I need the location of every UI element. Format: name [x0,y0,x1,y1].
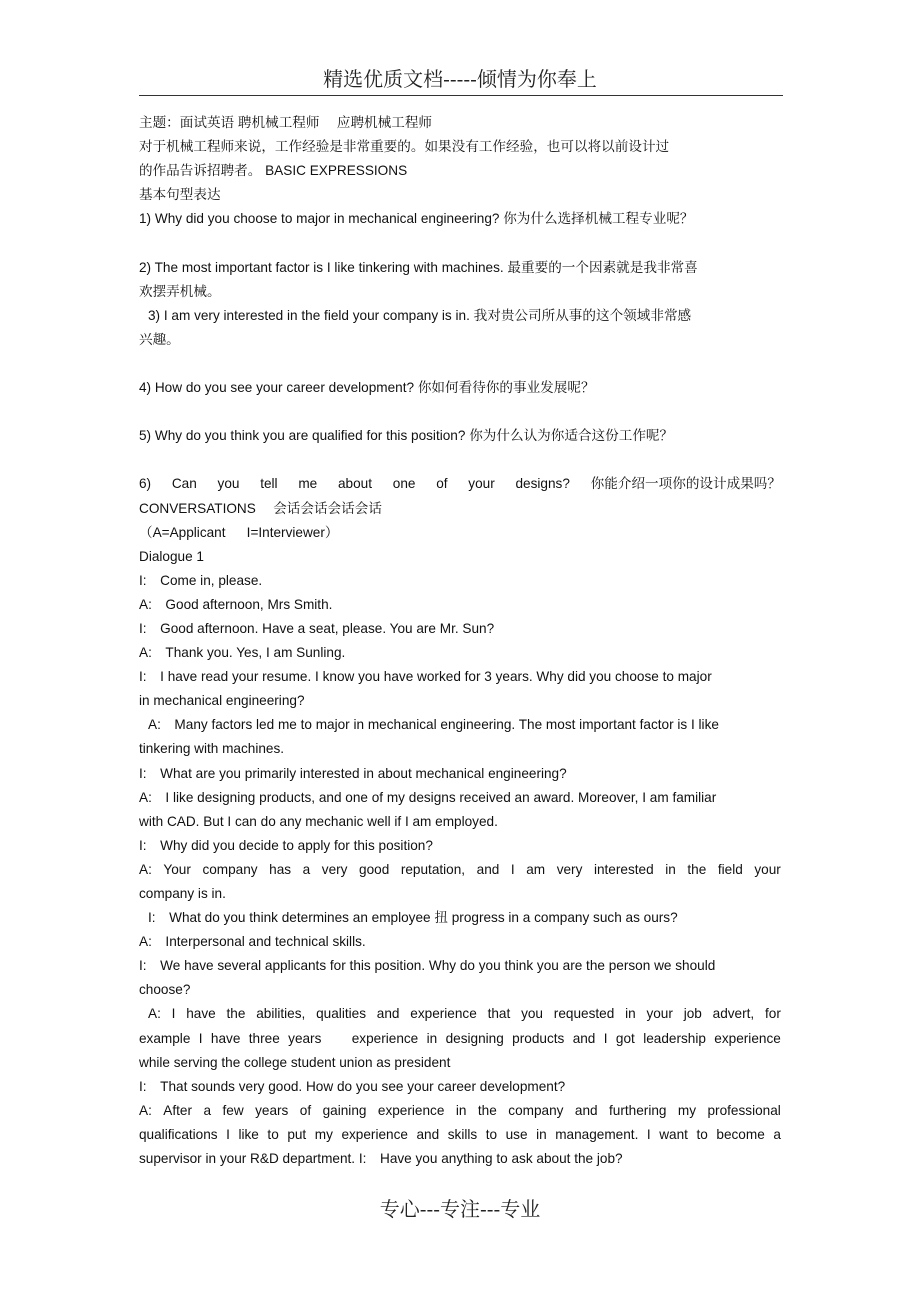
word: like [238,1126,259,1142]
dialogue-line [139,1027,781,1051]
dialogue-line: while serving the college student union as president [139,1054,451,1070]
expression-5: 5) Why do you think you are qualified for this position? 你为什么认为你适合这份工作呢？ [139,428,674,444]
word: years [288,1030,322,1046]
expression-2-line-1: 2) The most important factor is I like tinkering with machines. 最重要的一个因素就是我非常喜 [139,259,698,275]
word: in [625,1006,636,1022]
word: leadership [643,1030,706,1046]
word: you [521,1006,543,1022]
word: experience [341,1126,408,1142]
dialogue-line: I: That sounds very good. How do you see your career development? [139,1078,566,1094]
dialogue-line: I: Good afternoon. Have a seat, please. You are Mr. Sun? [139,620,495,636]
word: the [687,861,707,877]
dialogue-title: Dialogue 1 [139,548,204,564]
dialogue-line: I: Come in, please. [139,572,263,588]
word: you [217,476,240,492]
word: a [203,1102,212,1118]
topic-line: 主题：面试英语 聘机械工程师 应聘机械工程师 [139,115,433,130]
word: abilities, [256,1006,306,1022]
word: professional [707,1102,781,1118]
dialogue-line: I: I have read your resume. I know you have worked for 3 years. Why did you choose to major [139,669,712,685]
word: my [314,1126,333,1142]
word: and [574,1102,598,1118]
word: about [337,476,373,492]
dialogue-line: A: Good afternoon, Mrs Smith. [139,596,333,612]
word: skills [447,1126,478,1142]
dialogue-line: A: Thank you. Yes, I am Sunling. [139,645,346,661]
spacer [139,448,781,472]
word: I [603,1030,608,1046]
word: interested [593,861,654,877]
word: in [536,1126,547,1142]
word: your [754,861,781,877]
word: qualities [316,1006,366,1022]
word: designing [445,1030,504,1046]
dialogue-line: with CAD. But I can do any mechanic well if I am employed. [139,813,498,829]
word: to [485,1126,498,1142]
word: I [226,1126,230,1142]
page-header: 精选优质文档-----倾情为你奉上 [323,67,597,91]
word: 6) [139,476,152,492]
word: me [298,476,318,492]
dialogue-line: A: Interpersonal and technical skills. [139,934,366,950]
word: designs? [515,476,570,492]
word: experience [351,1030,419,1046]
word: advert, [712,1006,755,1022]
dialogue-line: supervisor in your R&D department. I: Have you anything to ask about the job? [139,1151,623,1167]
word: the [226,1006,246,1022]
word: use [505,1126,528,1142]
word: got [615,1030,635,1046]
word: of [299,1102,312,1118]
dialogue-line [139,858,781,882]
spacer [139,231,781,255]
expression-1: 1) Why did you choose to major in mechanical engineering? 你为什么选择机械工程专业呢？ [139,211,694,227]
word: Can [171,476,197,492]
word: A: [139,1102,152,1118]
word: products [512,1030,565,1046]
dialogue-line: choose? [139,982,191,998]
dialogue-line: A: Many factors led me to major in mechanical engineering. The most important factor is I like [148,717,719,733]
word: Your [163,861,191,877]
dialogue-line [139,1123,781,1147]
word: become [716,1126,765,1142]
dialogue-line: A: I like designing products, and one of my designs received an award. Moreover, I am familiar [139,789,717,805]
word: for [765,1006,781,1022]
word: have [210,1030,241,1046]
word: I [198,1030,203,1046]
word [330,1027,344,1051]
expression-3-line-1: 3) I am very interested in the field your company is in. 我对贵公司所从事的这个领域非常感 [148,307,692,323]
word: to [267,1126,279,1142]
word: in [455,1102,467,1118]
page-footer: 专心---专注---专业 [379,1197,541,1221]
header-divider [139,95,783,96]
expression-2-line-2: 欢摆弄机械。 [139,283,221,299]
word: experience [410,1006,477,1022]
document-body [139,111,781,1171]
word: example [139,1030,191,1046]
word: company [508,1102,564,1118]
word: experience [714,1030,781,1046]
intro-line-2: 的作品告诉招聘者。 BASIC EXPRESSIONS [139,163,408,179]
word: and [376,1006,400,1022]
dialogue-line: in mechanical engineering? [139,693,305,709]
dialogue-line: company is in. [139,886,226,901]
word: in [426,1030,438,1046]
word: a [302,861,311,877]
word: want [659,1126,688,1142]
word: few [222,1102,244,1118]
dialogue-line [139,1002,781,1026]
expression-6 [139,472,781,496]
word: gaining [322,1102,367,1118]
word: furthering [609,1102,667,1118]
word: years [255,1102,289,1118]
word: a [773,1126,781,1142]
conversations-heading: CONVERSATIONS 会话会话会话会话 [139,500,382,516]
word: I [646,1126,651,1142]
word: A: [139,861,152,877]
word: 你能介绍一项你的设计成果吗？ [590,476,781,492]
dialogue-line: I: We have several applicants for this position. Why do you think you are the person we should [139,958,716,974]
word: A: [148,1006,161,1022]
word: one [392,476,416,492]
word: three [248,1030,280,1046]
word: the [477,1102,497,1118]
intro-line-1: 对于机械工程师来说，工作经验是非常重要的。如果没有工作经验，也可以将以前设计过 [139,139,670,155]
basic-expressions-heading: 基本句型表达 [139,187,221,203]
word: to [696,1126,708,1142]
speaker-legend: （A=Applicant I=Interviewer） [139,524,339,540]
dialogue-line: I: Why did you decide to apply for this position? [139,837,433,853]
word: in [665,861,676,877]
word: your [646,1006,673,1022]
word: management. [555,1126,639,1142]
expression-3-line-2: 兴趣。 [139,331,180,347]
word: that [487,1006,511,1022]
word: After [163,1102,193,1118]
word: experience [377,1102,445,1118]
word: have [186,1006,216,1022]
spacer [139,352,781,376]
dialogue-line: I: What are you primarily interested in about mechanical engineering? [139,765,567,781]
word: has [269,861,292,877]
word: job [683,1006,702,1022]
word: qualifications [139,1126,218,1142]
word: good [359,861,390,877]
word: very [321,861,348,877]
word: tell [260,476,278,492]
word: am [526,861,546,877]
spacer [139,400,781,424]
word: field [717,861,743,877]
word: I [510,861,515,877]
word: your [468,476,495,492]
dialogue-line: I: What do you think determines an employee 扭 progress in a company such as ours? [148,910,678,926]
word: and [416,1126,440,1142]
dialogue-line: tinkering with machines. [139,741,285,757]
word: put [287,1126,307,1142]
word: and [572,1030,596,1046]
word: I [171,1006,176,1022]
word: reputation, [400,861,466,877]
word: company [202,861,258,877]
word: requested [553,1006,615,1022]
word: very [556,861,583,877]
dialogue-line [139,1099,781,1123]
expression-4: 4) How do you see your career development? 你如何看待你的事业发展呢？ [139,380,595,396]
word: of [436,476,448,492]
word: my [677,1102,697,1118]
word: and [476,861,500,877]
